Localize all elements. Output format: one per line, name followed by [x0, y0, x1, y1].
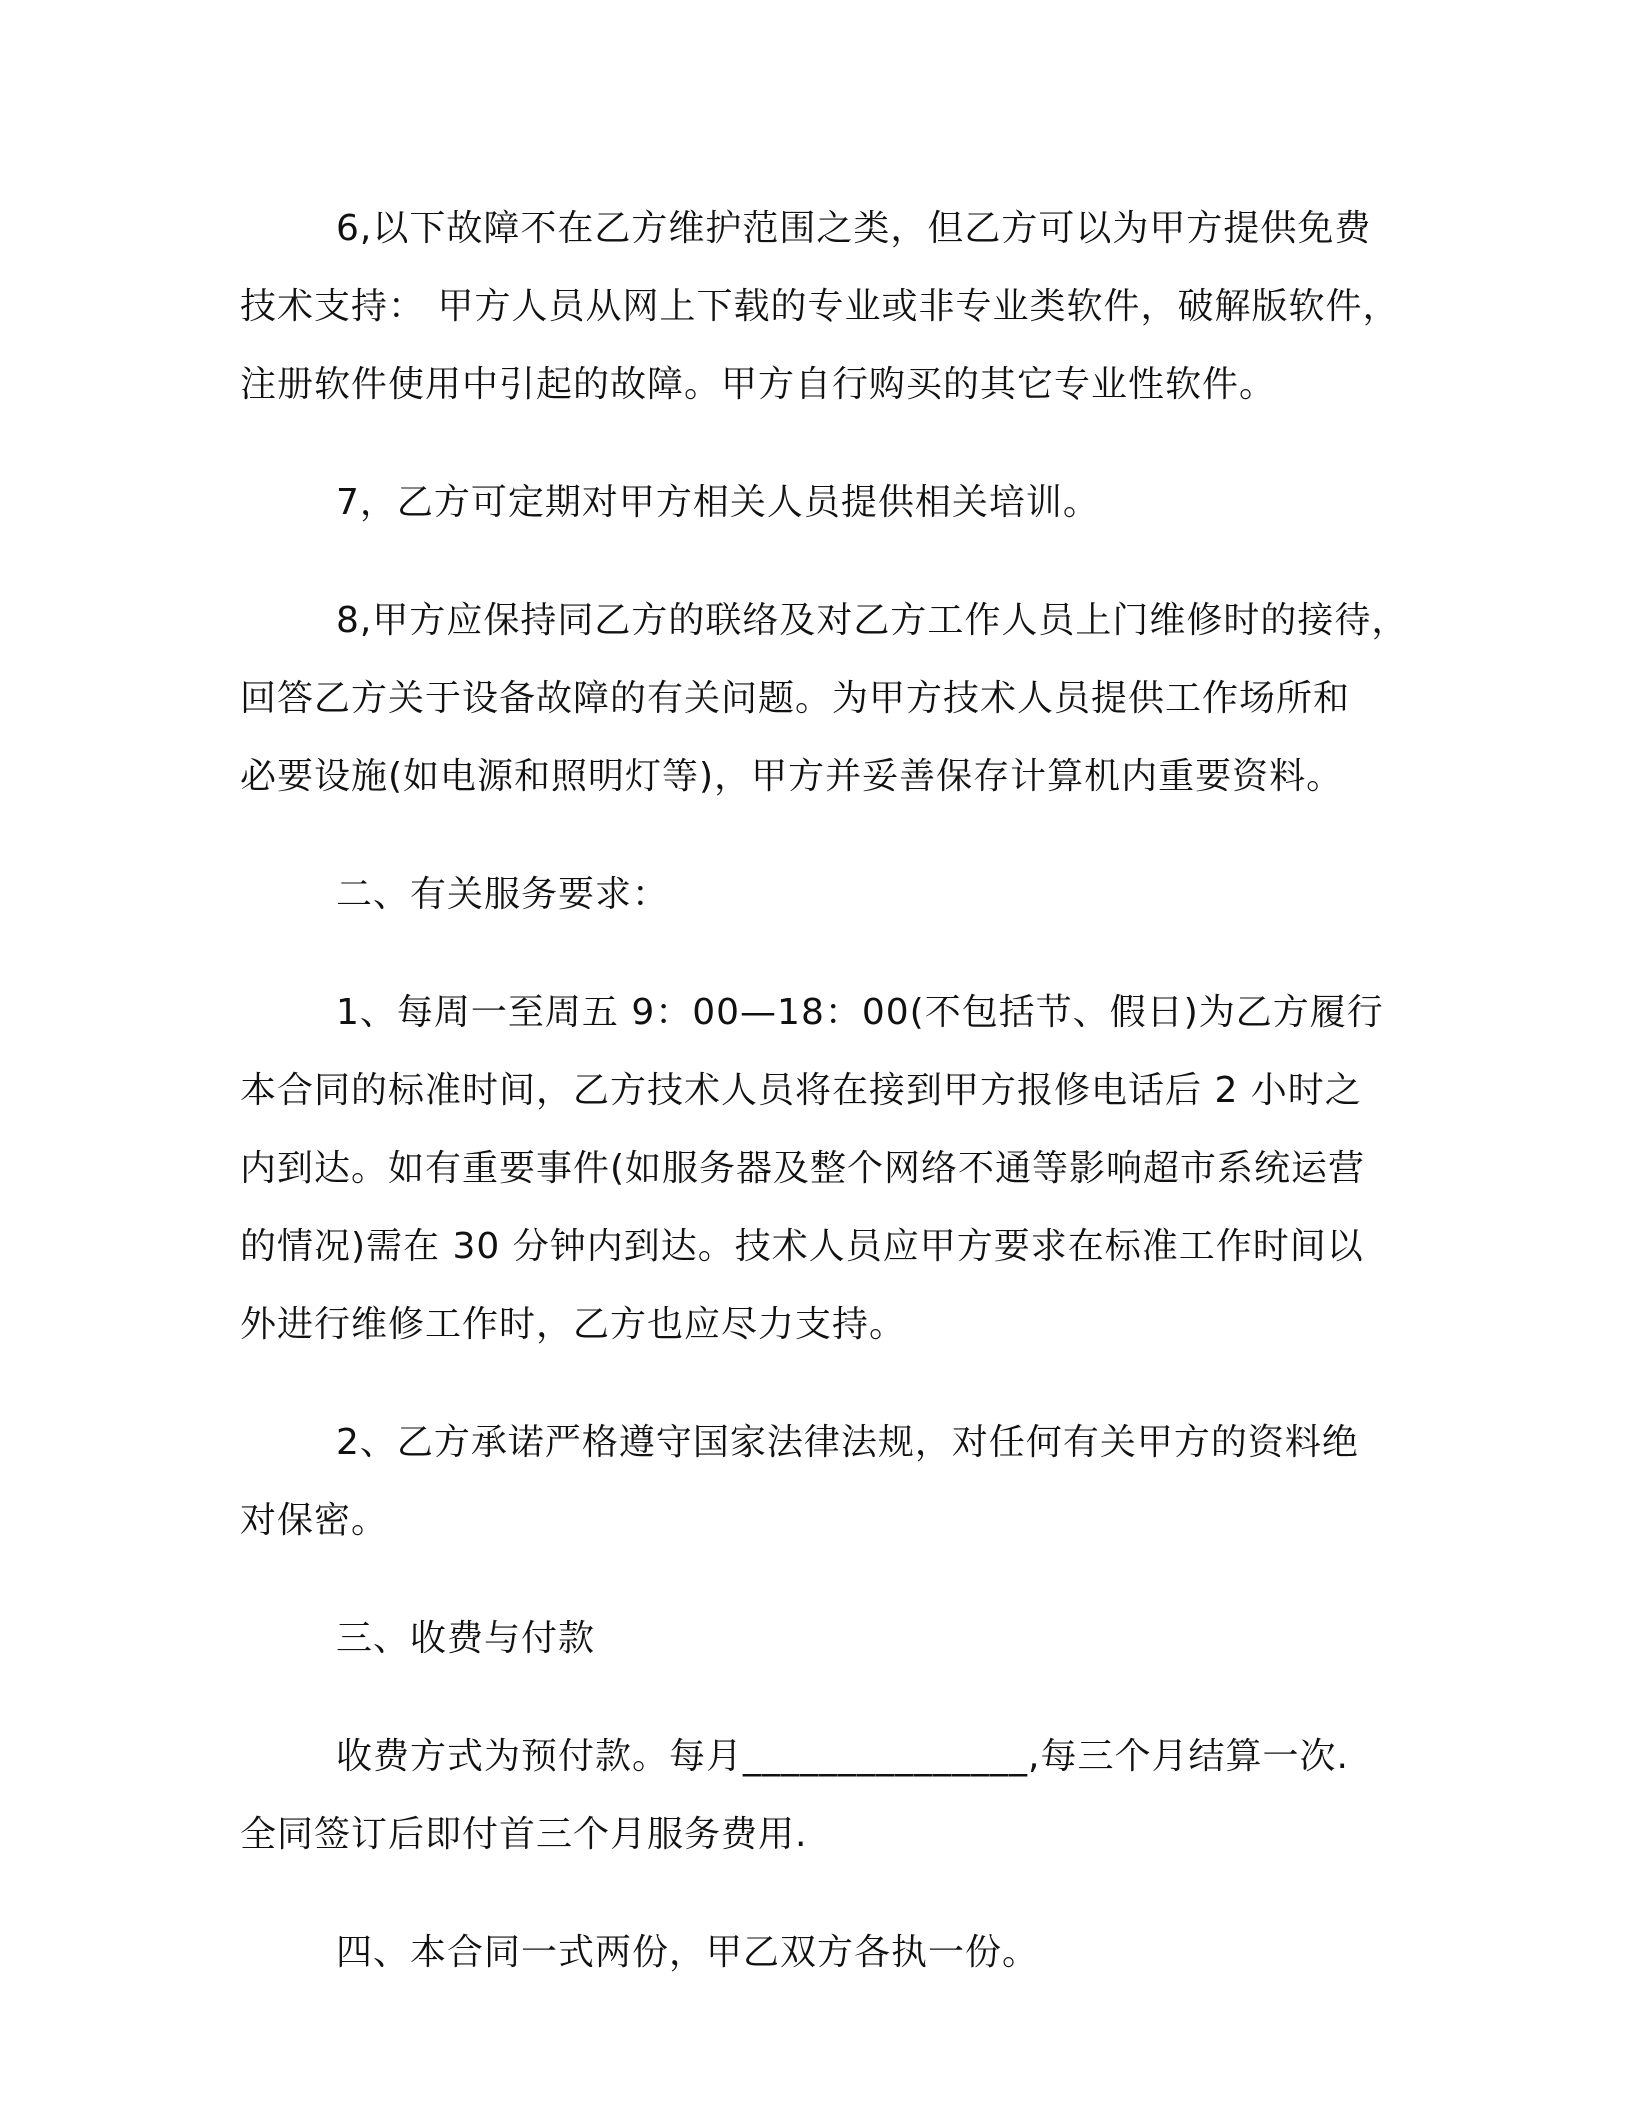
paragraph-section-2-item-2 — [240, 1404, 1400, 1560]
text-line: 回答乙方关于设备故障的有关问题。为甲方技术人员提供工作场所和 — [240, 678, 1351, 719]
text-line: 6,以下故障不在乙方维护范围之类，但乙方可以为甲方提供免费 — [336, 208, 1372, 249]
text-line: 注册软件使用中引起的故障。甲方自行购买的其它专业性软件。 — [240, 364, 1277, 405]
paragraph-item-6 — [240, 190, 1400, 424]
text-line: 2、乙方承诺严格遵守国家法律法规，对任何有关甲方的资料绝 — [336, 1422, 1359, 1463]
text-line: 1、每周一至周五 9：00—18：00(不包括节、假日)为乙方履行 — [336, 992, 1384, 1033]
section-heading-4 — [240, 1914, 1400, 1992]
document-page — [240, 190, 1409, 1992]
text-line: 四、本合同一式两份，甲乙双方各执一份。 — [336, 1932, 1040, 1973]
text-line: 内到达。如有重要事件(如服务器及整个网络不通等影响超市系统运营 — [240, 1148, 1366, 1189]
text-line: 的情况)需在 30 分钟内到达。技术人员应甲方要求在标准工作时间以 — [240, 1226, 1364, 1267]
text-line: 技术支持： 甲方人员从网上下载的专业或非专业类软件，破解版软件， — [240, 286, 1400, 327]
text-line: 7，乙方可定期对甲方相关人员提供相关培训。 — [336, 482, 1100, 523]
text-line: 收费方式为预付款。每月_______________,每三个月结算一次. — [336, 1736, 1349, 1777]
text-line: 全同签订后即付首三个月服务费用. — [240, 1814, 808, 1855]
text-line: 三、收费与付款 — [336, 1618, 596, 1659]
text-line: 8,甲方应保持同乙方的联络及对乙方工作人员上门维修时的接待， — [336, 600, 1409, 641]
paragraph-item-8 — [240, 582, 1409, 816]
section-heading-3 — [240, 1600, 1400, 1678]
text-line: 二、有关服务要求： — [336, 874, 670, 915]
text-line: 必要设施(如电源和照明灯等)，甲方并妥善保存计算机内重要资料。 — [240, 756, 1344, 797]
text-line: 对保密。 — [240, 1500, 389, 1541]
text-line: 外进行维修工作时，乙方也应尽力支持。 — [240, 1304, 907, 1345]
paragraph-section-3-body — [240, 1718, 1400, 1874]
section-heading-2 — [240, 856, 1400, 934]
text-line: 本合同的标准时间，乙方技术人员将在接到甲方报修电话后 2 小时之 — [240, 1070, 1362, 1111]
paragraph-section-2-item-1 — [240, 974, 1400, 1364]
paragraph-item-7 — [240, 464, 1400, 542]
